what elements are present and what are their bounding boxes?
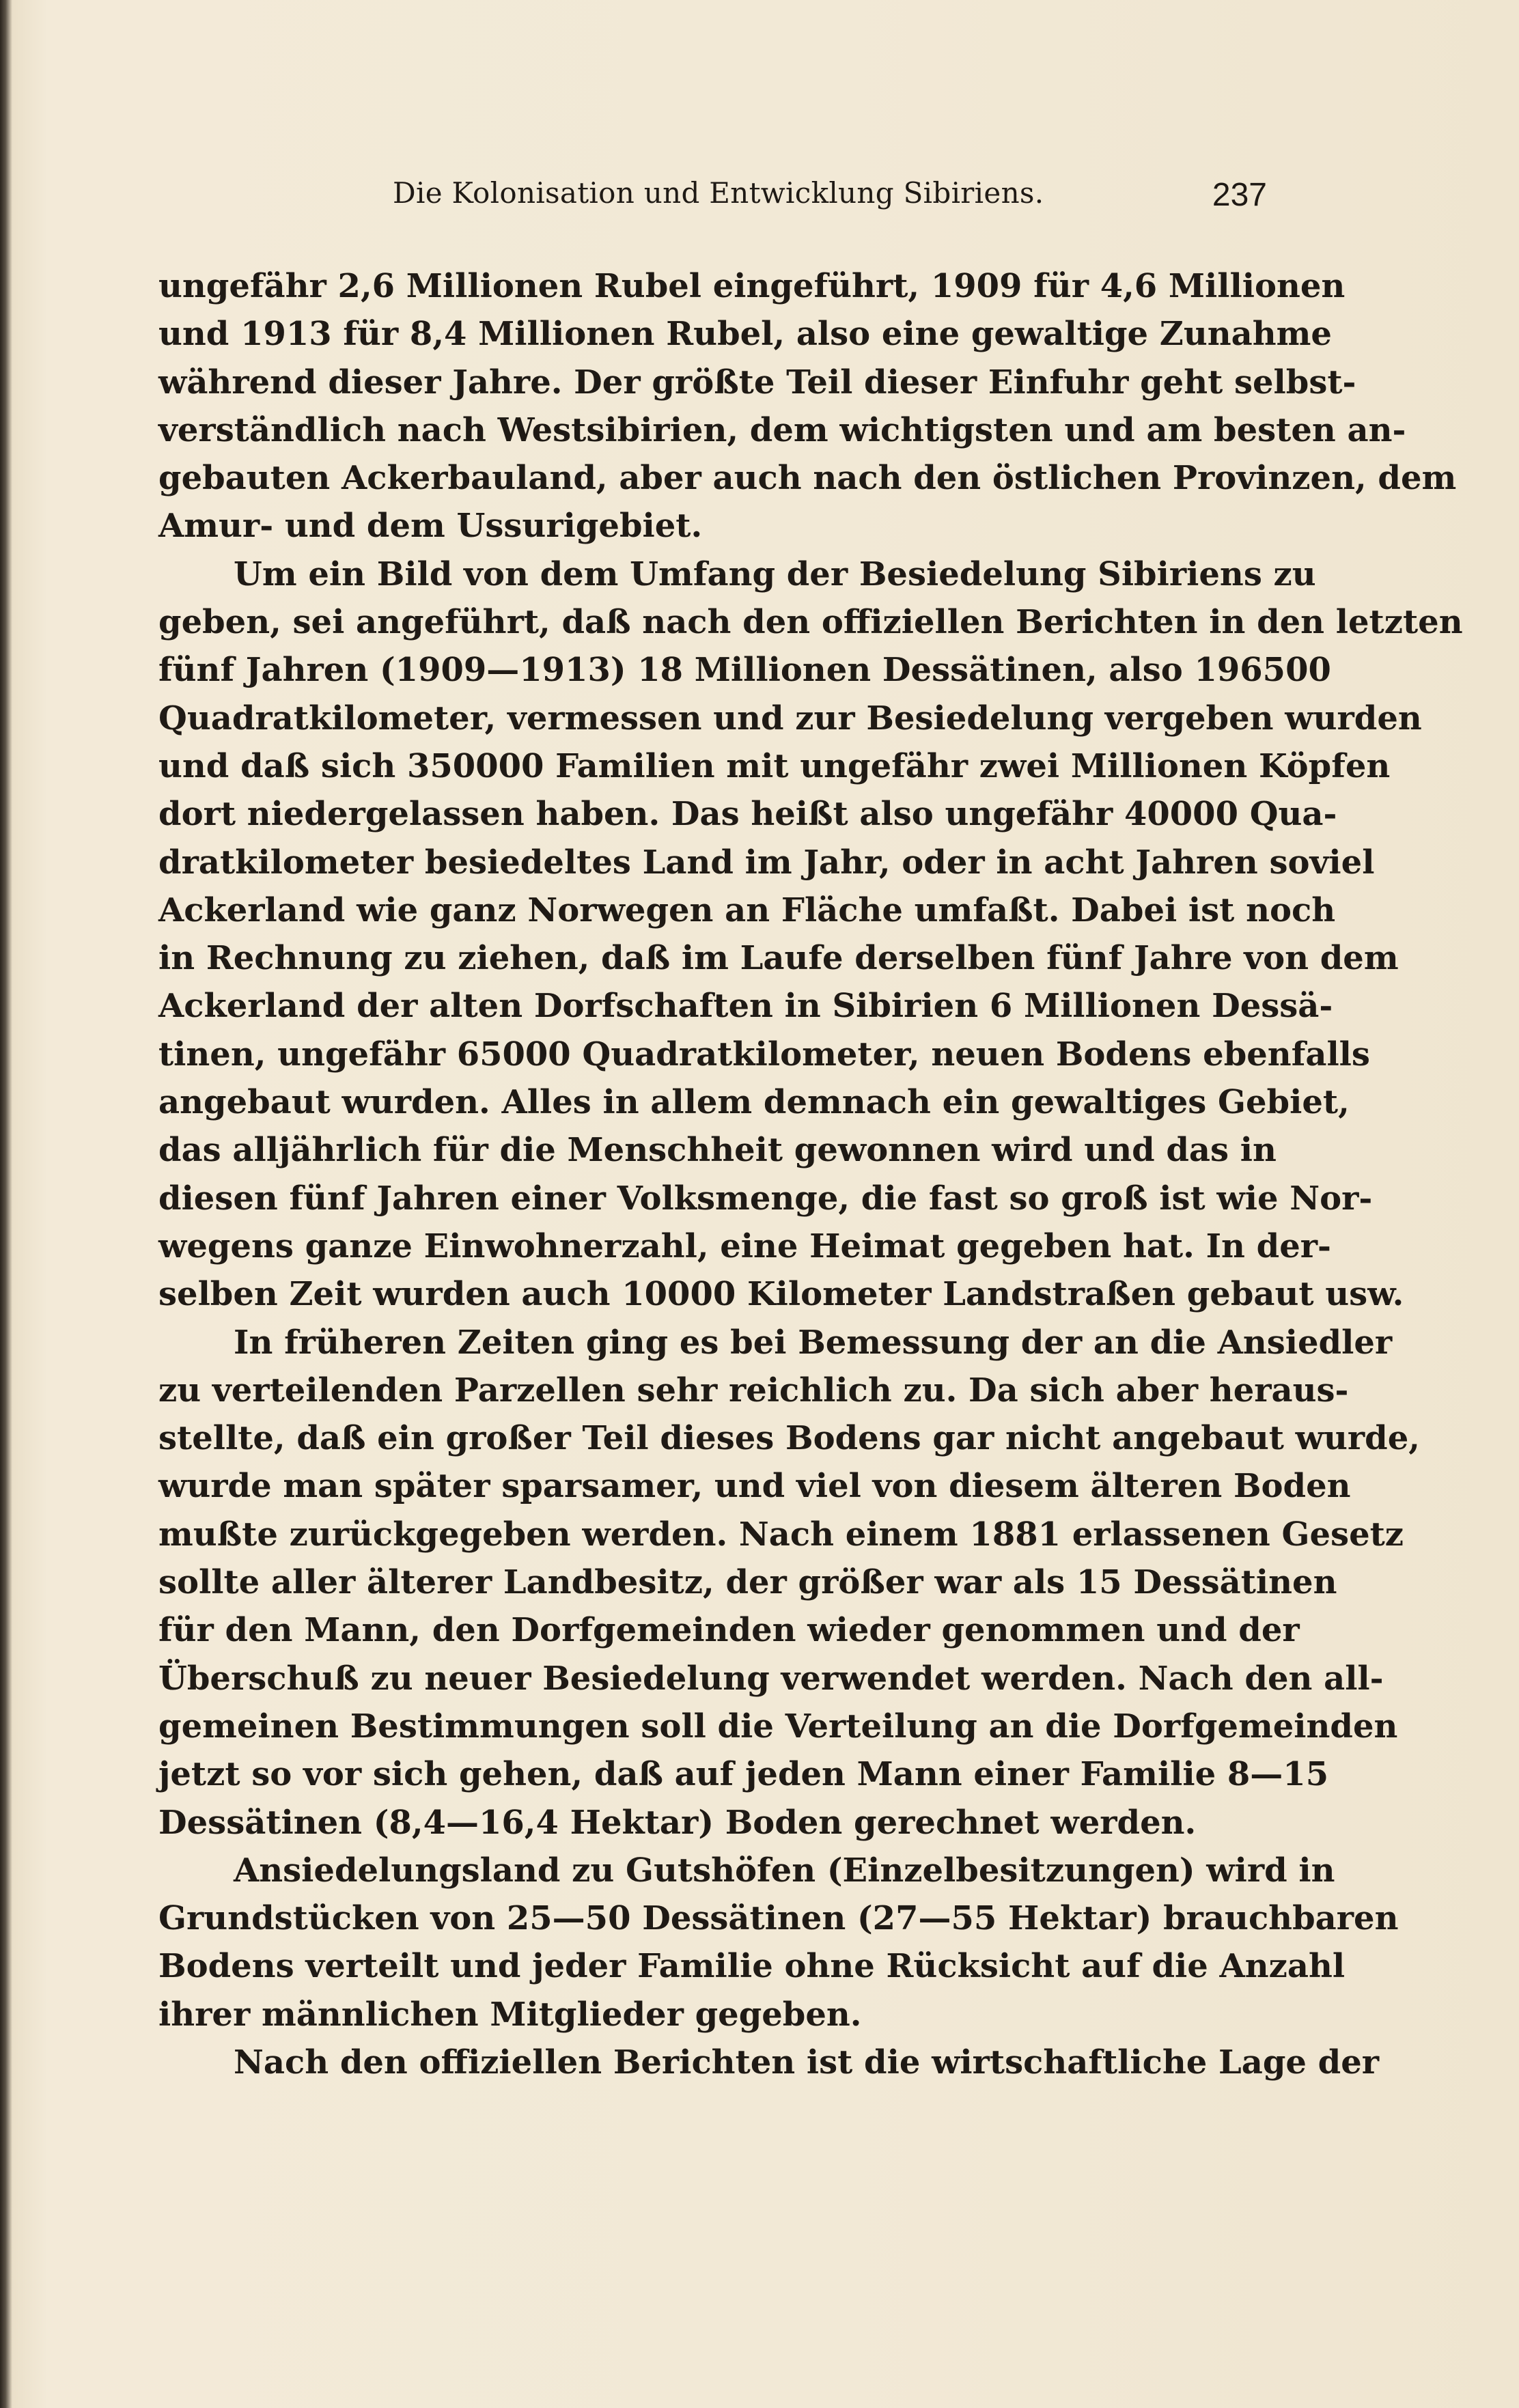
text-line: wurde man später sparsamer, und viel von diesem älteren Boden: [158, 1467, 1351, 1506]
text-line: gemeinen Bestimmungen soll die Verteilung an die Dorfgemeinden: [158, 1707, 1398, 1746]
text-line: für den Mann, den Dorfgemeinden wieder genommen und der: [158, 1611, 1300, 1650]
text-line: angebaut wurden. Alles in allem demnach ein gewaltiges Gebiet,: [158, 1083, 1350, 1122]
text-line: Ackerland der alten Dorfschaften in Sibirien 6 Millionen Dessä-: [158, 987, 1333, 1026]
text-line: jetzt so vor sich gehen, daß auf jeden Mann einer Familie 8—15: [158, 1755, 1329, 1794]
text-line: während dieser Jahre. Der größte Teil dieser Einfuhr geht selbst-: [158, 363, 1356, 402]
text-line: gebauten Ackerbauland, aber auch nach den östlichen Provinzen, dem: [158, 459, 1457, 498]
text-line: In früheren Zeiten ging es bei Bemessung der an die Ansiedler: [234, 1323, 1393, 1362]
page-number: 237: [1212, 177, 1267, 213]
text-line: mußte zurückgegeben werden. Nach einem 1881 erlassenen Gesetz: [158, 1515, 1404, 1554]
text-line: dratkilometer besiedeltes Land im Jahr, oder in acht Jahren soviel: [158, 843, 1375, 882]
text-line: Bodens verteilt und jeder Familie ohne Rücksicht auf die Anzahl: [158, 1947, 1346, 1986]
text-line: ungefähr 2,6 Millionen Rubel eingeführt, 1909 für 4,6 Millionen: [158, 267, 1346, 305]
text-line: Dessätinen (8,4—16,4 Hektar) Boden gerechnet werden.: [158, 1803, 1197, 1842]
text-line: Um ein Bild von dem Umfang der Besiedelung Sibiriens zu: [234, 555, 1316, 593]
text-line: tinen, ungefähr 65000 Quadratkilometer, neuen Bodens ebenfalls: [158, 1035, 1370, 1074]
body-text: [158, 262, 1463, 2086]
text-line: Nach den offiziellen Berichten ist die wirtschaftliche Lage der: [234, 2043, 1380, 2082]
text-line: sollte aller älterer Landbesitz, der größer war als 15 Dessätinen: [158, 1563, 1337, 1602]
text-line: ihrer männlichen Mitglieder gegeben.: [158, 1995, 862, 2034]
text-line: selben Zeit wurden auch 10000 Kilometer Landstraßen gebaut usw.: [158, 1275, 1404, 1314]
text-line: das alljährlich für die Menschheit gewonnen wird und das in: [158, 1131, 1277, 1170]
running-header: [393, 176, 1267, 217]
text-line: verständlich nach Westsibirien, dem wichtigsten und am besten an-: [158, 410, 1406, 449]
text-line: wegens ganze Einwohnerzahl, eine Heimat gegeben hat. In der-: [158, 1227, 1331, 1265]
binding-edge: [0, 0, 12, 2408]
text-line: Ackerland wie ganz Norwegen an Fläche umfaßt. Dabei ist noch: [158, 891, 1336, 929]
text-line: und 1913 für 8,4 Millionen Rubel, also eine gewaltige Zunahme: [158, 315, 1332, 354]
text-line: stellte, daß ein großer Teil dieses Bodens gar nicht angebaut wurde,: [158, 1419, 1420, 1458]
text-line: Amur- und dem Ussurigebiet.: [158, 507, 703, 546]
text-line: Ansiedelungsland zu Gutshöfen (Einzelbesitzungen) wird in: [234, 1851, 1335, 1890]
text-line: in Rechnung zu ziehen, daß im Laufe derselben fünf Jahre von dem: [158, 939, 1399, 978]
text-line: fünf Jahren (1909—1913) 18 Millionen Dessätinen, also 196500: [158, 651, 1331, 690]
text-line: dort niedergelassen haben. Das heißt also ungefähr 40000 Qua-: [158, 795, 1337, 834]
text-line: und daß sich 350000 Familien mit ungefähr zwei Millionen Köpfen: [158, 746, 1391, 785]
header-title: Die Kolonisation und Entwicklung Sibiriens.: [393, 176, 1044, 210]
text-line: diesen fünf Jahren einer Volksmenge, die fast so groß ist wie Nor-: [158, 1179, 1373, 1218]
text-line: geben, sei angeführt, daß nach den offiziellen Berichten in den letzten: [158, 603, 1463, 642]
text-line: Grundstücken von 25—50 Dessätinen (27—55 Hektar) brauchbaren: [158, 1899, 1399, 1938]
text-line: zu verteilenden Parzellen sehr reichlich zu. Da sich aber heraus-: [158, 1371, 1349, 1410]
text-line: Überschuß zu neuer Besiedelung verwendet werden. Nach den all-: [158, 1659, 1384, 1698]
text-line: Quadratkilometer, vermessen und zur Besiedelung vergeben wurden: [158, 699, 1422, 738]
